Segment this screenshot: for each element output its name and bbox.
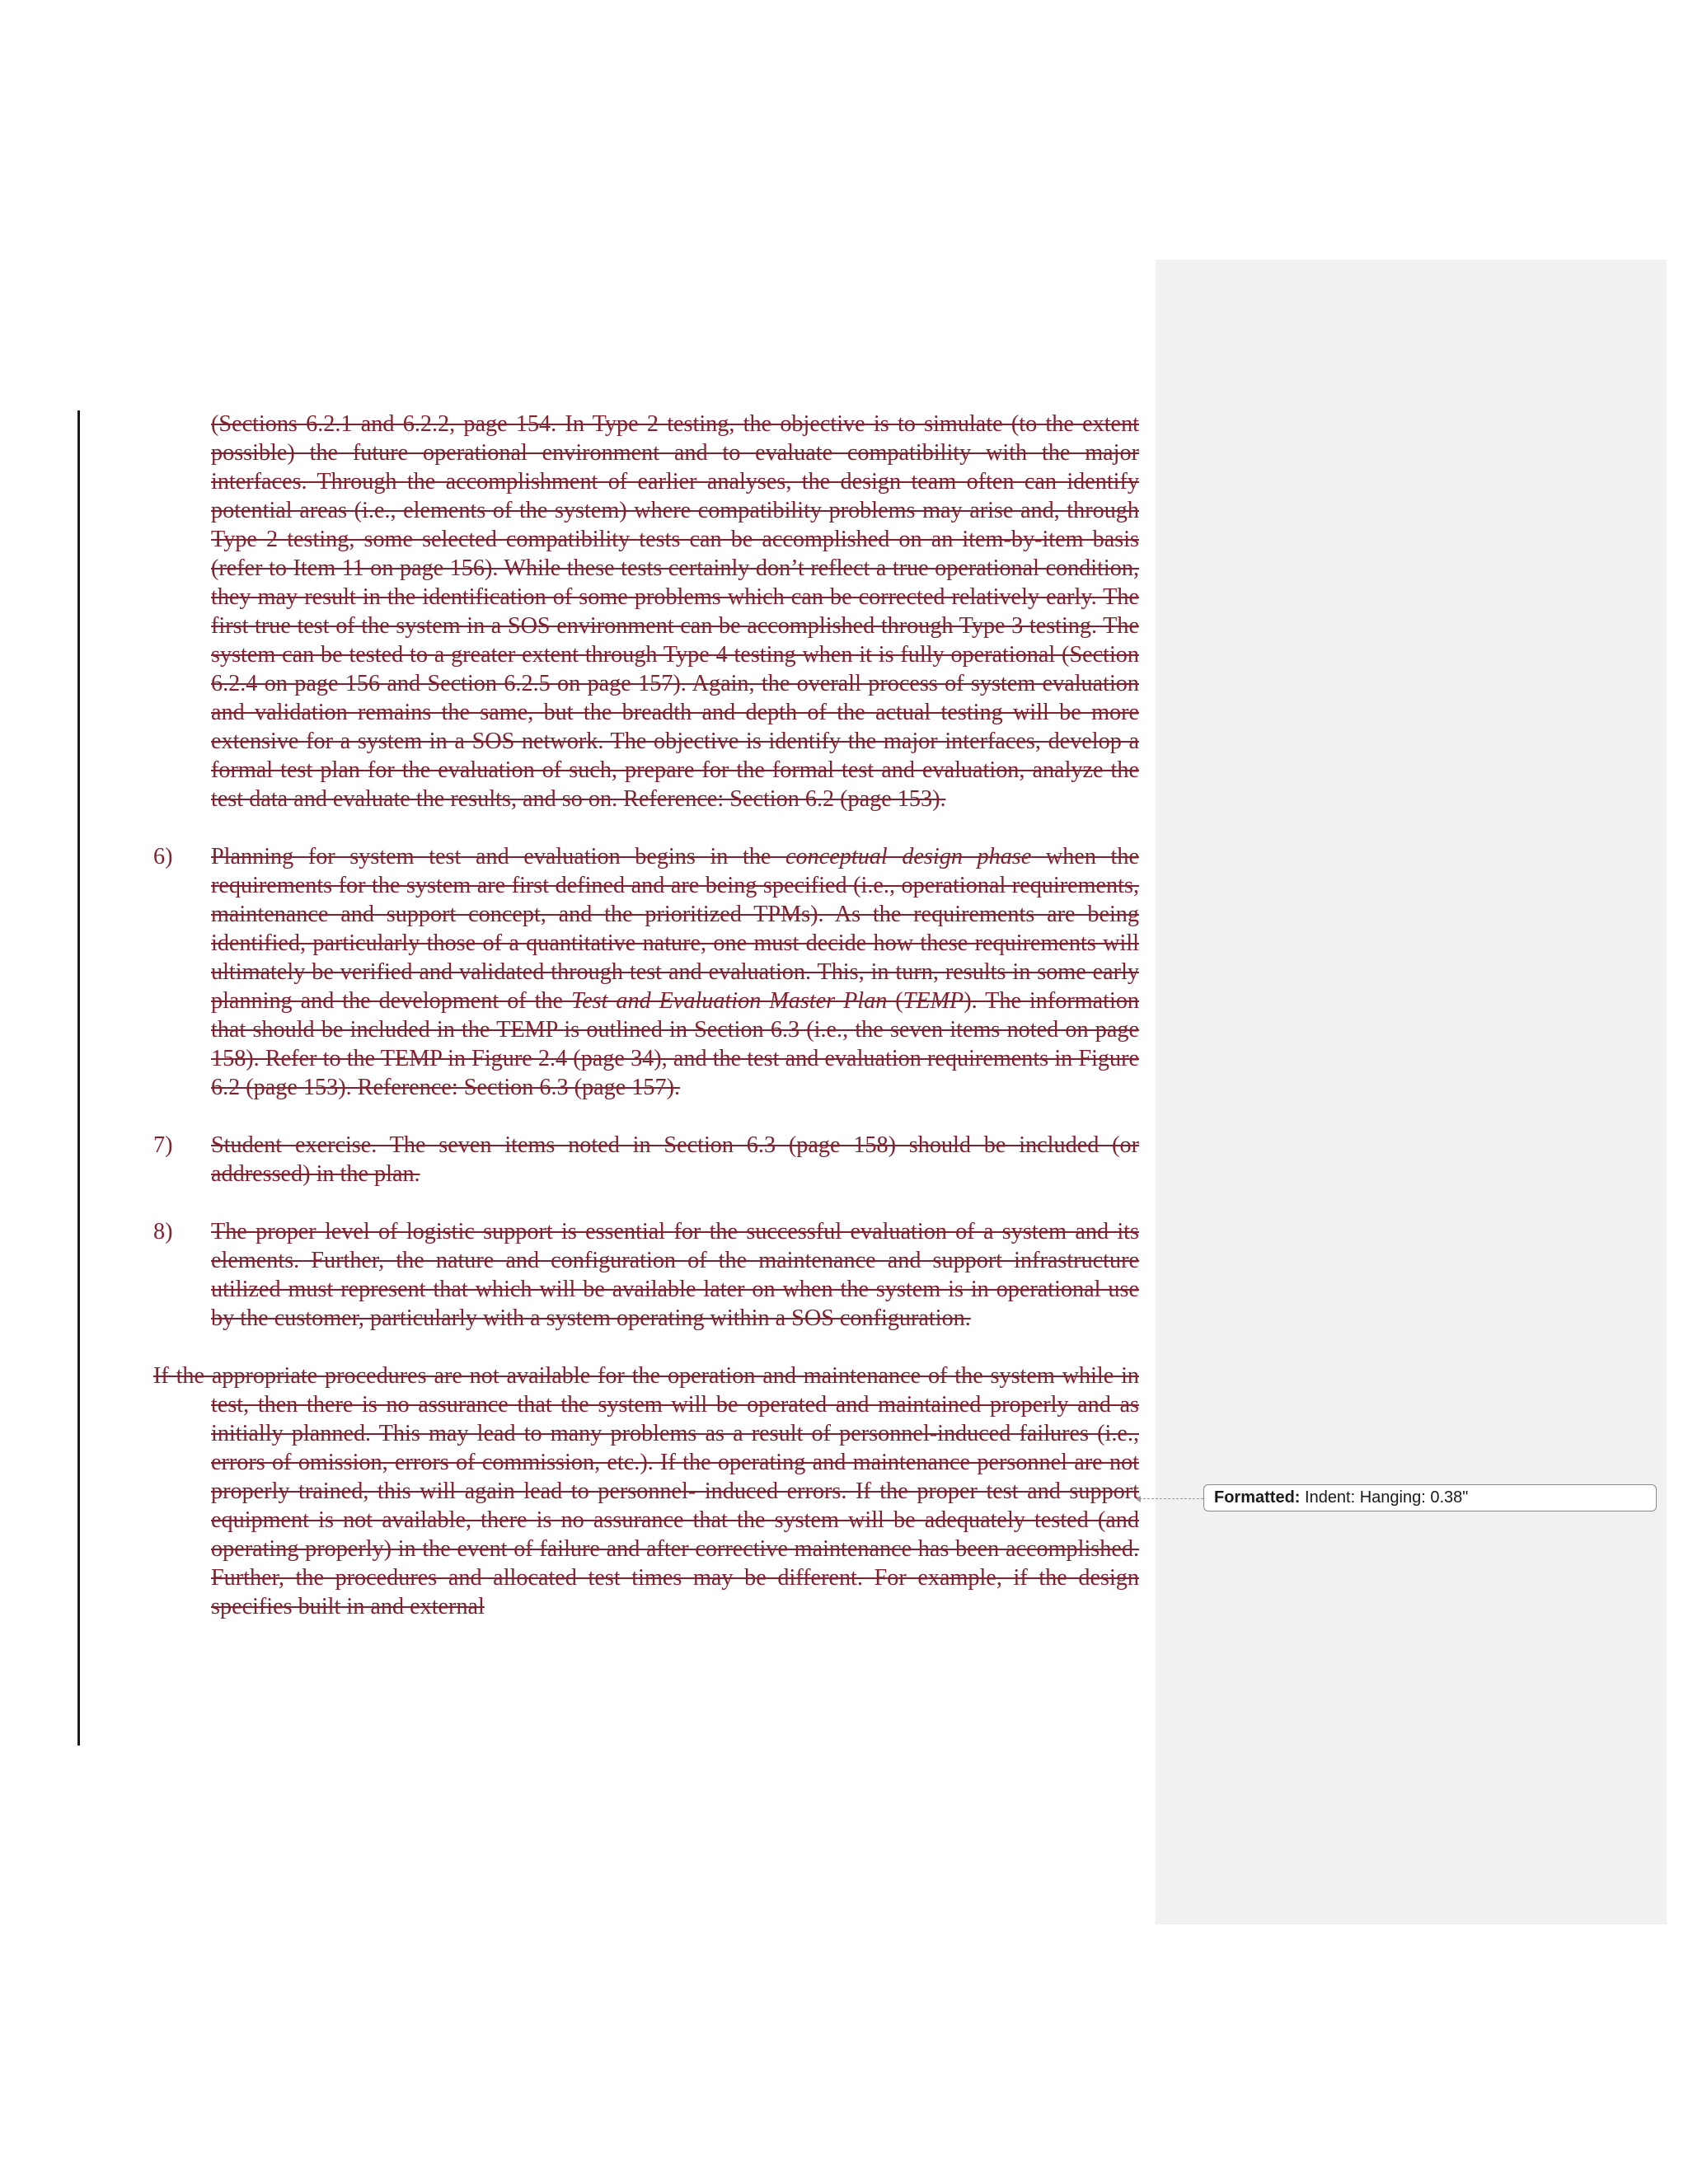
comment-leader-line — [1139, 1498, 1203, 1499]
list-number: 6) — [153, 844, 173, 869]
closing-paragraph[interactable]: If the appropriate procedures are not available for the operation and maintenance of the system while in test, then there is no assurance that the system will be operated and maintained properly and as initially planned. This may lead to many problems as a result of personnel-induced failures (i.e., errors of omission, errors of commission, etc.). If the operating and maintenance personnel are not properly trained, this will again lead to personnel- induced errors. If the proper test and support equipment is not available, there is no assurance that the system will be adequately tested (and operating properly) in the event of failure and after corrective maintenance has been accomplished. Further, the procedures and allocated test times may be different. For example, if the design specifies built in and external — [153, 1363, 1139, 1619]
italic-term: TEMP — [903, 988, 964, 1014]
italic-term: conceptual design phase — [785, 844, 1032, 869]
list-item-8[interactable] — [153, 1217, 1139, 1333]
item-text: when the requirements for the system are first defined and are being specified (i.e., operational requirements, maintenance and support concept, and the prioritized TPMs). As the requirements are being identified, particularly those of a quantitative nature, one must decide how these requirements will ultimately be verified and validated through test and evaluation. This, in turn, results in some early planning and the development of the — [211, 844, 1139, 1014]
change-bar — [77, 410, 80, 1746]
balloon-label: Formatted: — [1214, 1488, 1301, 1507]
item-text: Student exercise. The seven items noted in Section 6.3 (page 158) should be included (or addressed) in the plan. — [211, 1132, 1139, 1187]
item-text: The proper level of logistic support is essential for the successful evaluation of a system and its elements. Further, the nature and configuration of the maintenance and support infrastructure utilized must represent that which will be available later on when the system is in operational use by the customer, particularly with a system operating within a SOS configuration. — [211, 1219, 1139, 1331]
list-number: 8) — [153, 1219, 173, 1244]
comment-anchor-arrow — [1136, 1496, 1141, 1502]
item-text: Planning for system test and evaluation begins in the — [211, 844, 786, 869]
opening-paragraph[interactable]: (Sections 6.2.1 and 6.2.2, page 154. In Type 2 testing, the objective is to simulate (to the extent possible) the future operational environment and to evaluate compatibility with the major interfaces. Through the accomplishment of earlier analyses, the design team often can identify potential areas (i.e., elements of the system) where compatibility problems may arise and, through Type 2 testing, some selected compatibility tests can be accomplished on an item-by-item basis (refer to Item 11 on page 156). While these tests certainly don’t reflect a true operational condition, they may result in the identification of some problems which can be corrected relatively early. The first true test of the system in a SOS environment can be accomplished through Type 3 testing. The system can be tested to a greater extent through Type 4 testing when it is fully operational (Section 6.2.4 on page 156 and Section 6.2.5 on page 157). Again, the overall process of system evaluation and validation remains the same, but the breadth and depth of the actual testing will be more extensive for a system in a SOS network. The objective is identify the major interfaces, develop a formal test plan for the evaluation of such, prepare for the formal test and evaluation, analyze the test data and evaluate the results, and so on. Reference: Section 6.2 (page 153). — [211, 411, 1139, 812]
item-text: ( — [887, 988, 903, 1014]
list-item-7[interactable] — [153, 1131, 1139, 1188]
format-change-balloon[interactable] — [1203, 1484, 1657, 1511]
document-body[interactable] — [153, 410, 1139, 1621]
italic-term: Test and Evaluation Master Plan — [571, 988, 888, 1014]
balloon-detail: Indent: Hanging: 0.38" — [1300, 1488, 1469, 1507]
list-number: 7) — [153, 1132, 173, 1158]
item-text: ). The information that should be included in the TEMP is outlined in Section 6.3 (i.e., the seven items noted on page 158). Refer to the TEMP in Figure 2.4 (page 34), and the test and evaluation requirements in Figure 6.2 (page 153). Reference: Section 6.3 (page 157). — [211, 988, 1140, 1100]
list-item-6[interactable] — [153, 842, 1139, 1102]
comment-pane — [1156, 260, 1667, 1924]
